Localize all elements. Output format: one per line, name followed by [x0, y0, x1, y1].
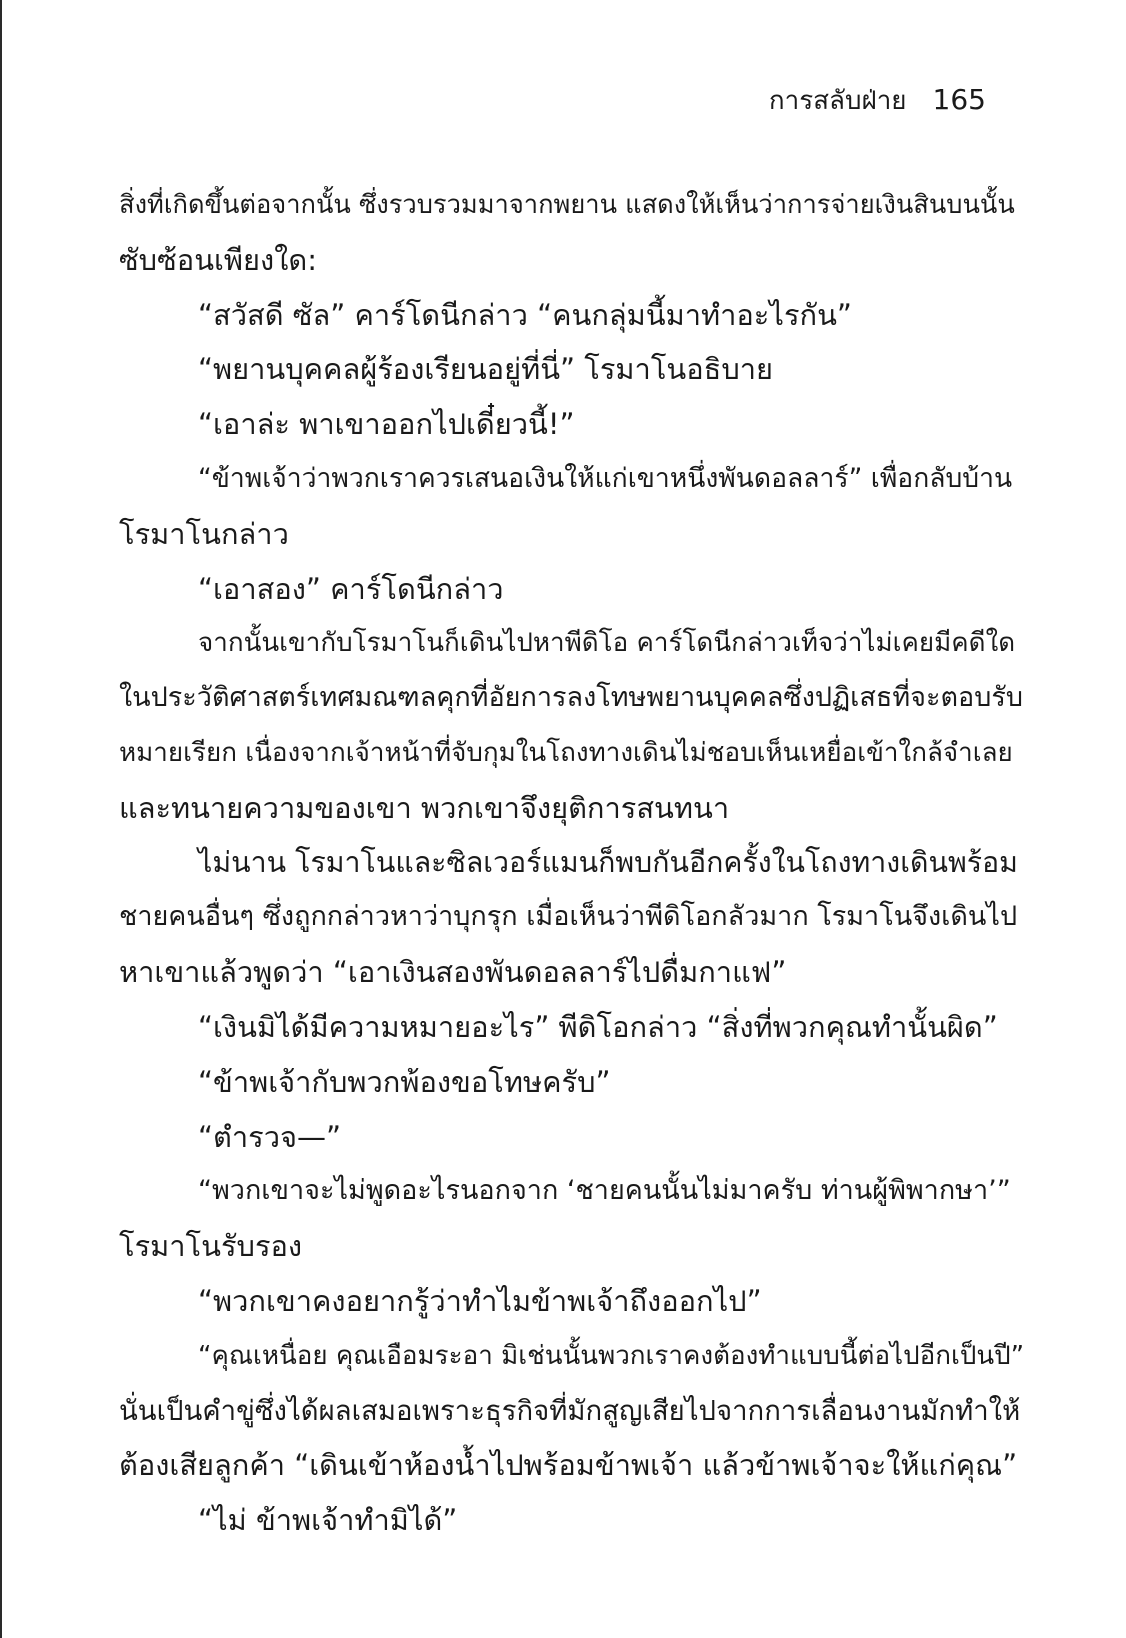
text-line: “พยานบุคคลผู้ร้องเรียนอยู่ที่นี่” โรมาโนอธิบาย — [198, 352, 774, 387]
text-line: “คุณเหนื่อย คุณเอือมระอา มิเช่นนั้นพวกเราคงต้องทำแบบนี้ต่อไปอีกเป็นปี” — [198, 1340, 1025, 1371]
text-line: หาเขาแล้วพูดว่า “เอาเงินสองพันดอลลาร์ไปดื่มกาแฟ” — [119, 955, 787, 990]
text-line: โรมาโนกล่าว — [119, 516, 289, 551]
text-line: “เอาล่ะ พาเขาออกไปเดี๋ยวนี้!” — [198, 407, 575, 442]
text-line: “พวกเขาคงอยากรู้ว่าทำไมข้าพเจ้าถึงออกไป” — [198, 1283, 762, 1318]
text-line: “ตำรวจ—” — [198, 1119, 342, 1154]
text-line: หมายเรียก เนื่องจากเจ้าหน้าที่จับกุมในโถงทางเดินไม่ชอบเห็นเหยื่อเข้าใกล้จำเลย — [119, 737, 1013, 768]
text-line: สิ่งที่เกิดขึ้นต่อจากนั้น ซึ่งรวบรวมมาจากพยาน แสดงให้เห็นว่าการจ่ายเงินสินบนนั้น — [119, 190, 1015, 220]
text-line: ไม่นาน โรมาโนและซิลเวอร์แมนก็พบกันอีกครั้งในโถงทางเดินพร้อม — [198, 845, 1018, 879]
text-line: ในประวัติศาสตร์เทศมณฑลคุกที่อัยการลงโทษพยานบุคคลซึ่งปฏิเสธที่จะตอบรับ — [119, 682, 1023, 714]
text-line: “สวัสดี ซัล” คาร์โดนีกล่าว “คนกลุ่มนี้มาทำอะไรกัน” — [198, 297, 852, 332]
text-line: ซับซ้อนเพียงใด: — [119, 242, 317, 277]
running-header — [769, 82, 986, 119]
text-line: และทนายความของเขา พวกเขาจึงยุติการสนทนา — [119, 790, 730, 825]
chapter-title: การสลับฝ่าย — [768, 86, 907, 116]
text-line: “เอาสอง” คาร์โดนีกล่าว — [198, 571, 504, 606]
text-line: “เงินมิได้มีความหมายอะไร” พีดิโอกล่าว “สิ่งที่พวกคุณทำนั้นผิด” — [198, 1009, 998, 1044]
text-line: จากนั้นเขากับโรมาโนก็เดินไปหาพีดิโอ คาร์โดนีกล่าวเท็จว่าไม่เคยมีคดีใด — [198, 628, 1016, 659]
text-line: นั่นเป็นคำขู่ซึ่งได้ผลเสมอเพราะธุรกิจที่มักสูญเสียไปจากการเลื่อนงานมักทำให้ — [119, 1394, 1021, 1427]
text-line: ชายคนอื่นๆ ซึ่งถูกกล่าวหาว่าบุกรุก เมื่อเห็นว่าพีดิโอกลัวมาก โรมาโนจึงเดินไป — [119, 901, 1018, 933]
text-line: “พวกเขาจะไม่พูดอะไรนอกจาก ‘ชายคนนั้นไม่มาครับ ท่านผู้พิพากษา’” — [198, 1175, 1011, 1207]
text-line: “ไม่ ข้าพเจ้าทำมิได้” — [198, 1503, 458, 1538]
body-text — [119, 178, 1025, 1548]
text-line: ต้องเสียลูกค้า “เดินเข้าห้องน้ำไปพร้อมข้าพเจ้า แล้วข้าพเจ้าจะให้แก่คุณ” — [119, 1448, 1018, 1483]
text-line: “ข้าพเจ้ากับพวกพ้องขอโทษครับ” — [198, 1064, 611, 1099]
text-line: “ข้าพเจ้าว่าพวกเราควรเสนอเงินให้แก่เขาหนึ่งพันดอลลาร์” เพื่อกลับบ้าน — [198, 462, 1013, 494]
page-number: 165 — [932, 83, 986, 116]
text-line: โรมาโนรับรอง — [119, 1229, 303, 1264]
